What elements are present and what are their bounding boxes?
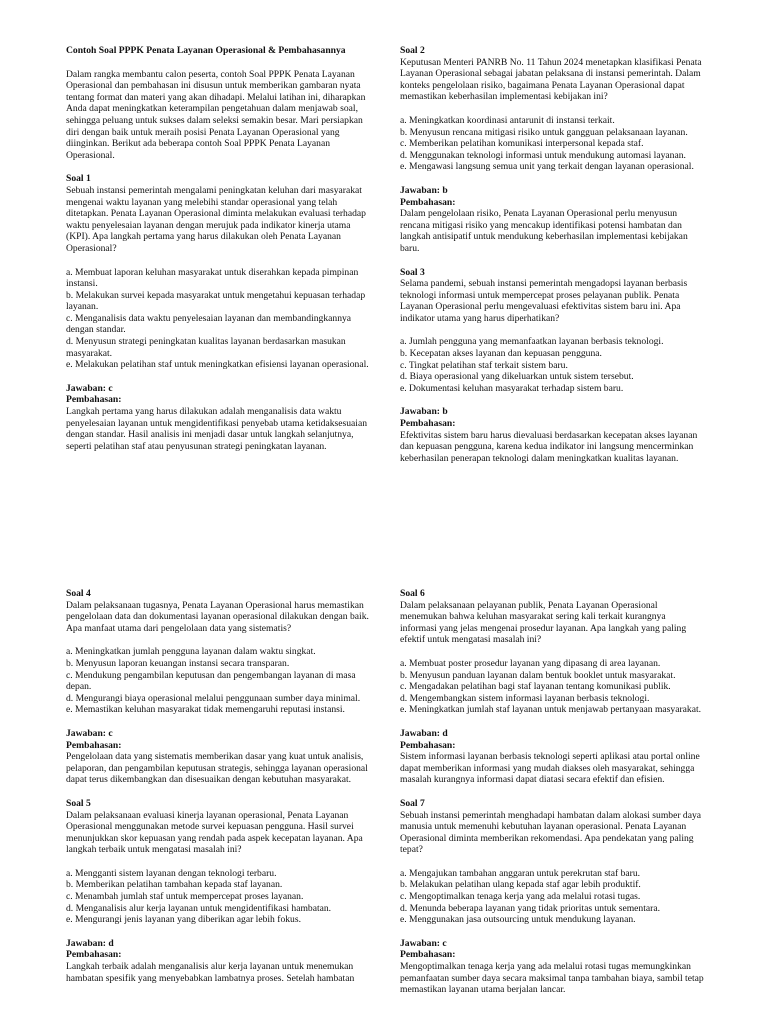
pembahasan-label: Pembahasan: [400, 949, 456, 961]
option-item: c. Mengoptimalkan tenaga kerja yang ada melalui rotasi tugas. [400, 891, 641, 903]
question-block [66, 588, 370, 786]
column-right-top [400, 45, 704, 476]
option-item: d. Menunda beberapa layanan yang tidak prioritas untuk sementara. [400, 902, 661, 914]
explanation-text: Mengoptimalkan tenaga kerja yang ada melalui rotasi tugas memungkinkan pemanfaatan sumber daya secara maksimal tanpa tambahan biaya, sambil tetap memastikan layanan utama berjalan lancar. [400, 961, 704, 996]
options-list [400, 868, 704, 926]
explanation-text: Efektivitas sistem baru harus dievaluasi berdasarkan kecepatan akses layanan dan kepuasan pengguna, karena kedua indikator ini langsung mencerminkan keberhasilan penerapan teknologi dalam meningkatkan kualitas layanan. [400, 429, 698, 464]
option-item: a. Membuat poster prosedur layanan yang dipasang di area layanan. [400, 657, 661, 669]
option-item: e. Mengurangi jenis layanan yang diberikan agar lebih fokus. [66, 914, 301, 926]
pembahasan-label: Pembahasan: [400, 418, 456, 430]
option-item: e. Memastikan keluhan masyarakat tidak memengaruhi reputasi instansi. [66, 704, 345, 716]
explanation-text: Pengelolaan data yang sistematis memberikan dasar yang kuat untuk analisis, pelaporan, dan pengambilan keputusan strategis, sehingga layanan operasional dapat terus dikembangkan dan disesuaikan dengan kebutuhan masyarakat. [66, 751, 368, 786]
option-item: d. Mengembangkan sistem informasi layanan berbasis teknologi. [400, 692, 650, 704]
option-item: c. Mendukung pengambilan keputusan dan pengembangan layanan di masa depan. [66, 669, 356, 693]
question-text: Sebuah instansi pemerintah mengalami peningkatan keluhan dari masyarakat mengenai waktu layanan yang melebihi standar operasional yang telah ditetapkan. Penata Layanan Operasional diminta melakukan evaluasi terhadap waktu penyelesaian layanan dengan merujuk pada indikator kinerja utama (KPI). Apa langkah pertama yang harus dilakukan oleh Penata Layanan Operasional? [66, 184, 366, 254]
option-item: b. Menyusun panduan layanan dalam bentuk booklet untuk masyarakat. [400, 669, 676, 681]
answer-label: Jawaban: c [66, 727, 113, 739]
question-label: Soal 5 [66, 797, 91, 809]
option-item: d. Mengurangi biaya operasional melalui penggunaan sumber daya minimal. [66, 692, 361, 704]
option-item: a. Mengganti sistem layanan dengan teknologi terbaru. [66, 867, 277, 879]
option-item: e. Meningkatkan jumlah staf layanan untuk menjawab pertanyaan masyarakat. [400, 704, 702, 716]
option-item: c. Menambah jumlah staf untuk mempercepat proses layanan. [66, 891, 304, 903]
option-item: c. Menganalisis data waktu penyelesaian layanan dan membandingkannya dengan standar. [66, 312, 352, 336]
question-label: Soal 6 [400, 588, 425, 599]
question-block [400, 798, 704, 996]
options-list [400, 336, 704, 394]
pembahasan-label: Pembahasan: [400, 739, 456, 751]
option-item: b. Memberikan pelatihan tambahan kepada staf layanan. [66, 879, 283, 891]
option-item: a. Membuat laporan keluhan masyarakat untuk diserahkan kepada pimpinan instansi. [66, 266, 359, 290]
pembahasan-label: Pembahasan: [66, 739, 122, 751]
column-left-top [66, 45, 370, 464]
option-item: a. Meningkatkan jumlah pengguna layanan dalam waktu singkat. [66, 646, 316, 658]
option-item: e. Menggunakan jasa outsourcing untuk mendukung layanan. [400, 914, 636, 926]
option-item: c. Memberikan pelatihan komunikasi interpersonal kepada staf. [400, 138, 644, 150]
question-text: Dalam pelaksanaan pelayanan publik, Penata Layanan Operasional menemukan bahwa keluhan masyarakat sering kali terkait kurangnya informasi yang jelas mengenai prosedur layanan. Apa langkah yang paling efektif untuk mengatasi masalah ini? [400, 599, 687, 646]
pembahasan-label: Pembahasan: [66, 394, 122, 406]
page-title: Contoh Soal PPPK Penata Layanan Operasional & Pembahasannya [66, 45, 346, 56]
question-text: Selama pandemi, sebuah instansi pemerintah mengadopsi layanan berbasis teknologi informasi untuk mempercepat proses pelayanan publik. Penata Layanan Operasional perlu mengevaluasi efektivitas sistem baru ini. Apa indikator utama yang harus diperhatikan? [400, 278, 688, 324]
question-text: Dalam pelaksanaan evaluasi kinerja layanan operasional, Penata Layanan Operasional menggunakan metode survei kepuasan pengguna. Hasil survei menunjukkan skor kepuasan yang rendah pada aspek kecepatan layanan. Apa langkah terbaik untuk mengatasi masalah ini? [66, 809, 363, 856]
question-label: Soal 3 [400, 266, 425, 278]
question-block [66, 798, 370, 984]
answer-label: Jawaban: c [400, 937, 447, 949]
pembahasan-label: Pembahasan: [66, 949, 122, 961]
question-block [400, 588, 704, 786]
answer-label: Jawaban: b [400, 184, 448, 196]
question-text: Keputusan Menteri PANRB No. 11 Tahun 2024 menetapkan klasifikasi Penata Layanan Operasional sebagai jabatan pelaksana di instansi pemerintah. Dalam konteks pengelolaan risiko, bagaimana Penata Layanan Operasional dapat memastikan keberhasilan implementasi kebijakan ini? [400, 56, 702, 103]
option-item: b. Menyusun rencana mitigasi risiko untuk gangguan pelaksanaan layanan. [400, 126, 688, 138]
options-list [66, 267, 370, 371]
option-item: b. Kecepatan akses layanan dan kepuasan pengguna. [400, 348, 602, 360]
option-item: a. Meningkatkan koordinasi antarunit di instansi terkait. [400, 114, 615, 126]
explanation-text: Dalam pengelolaan risiko, Penata Layanan Operasional perlu menyusun rencana mitigasi risiko yang mencakup identifikasi potensi hambatan dan langkah antisipatif untuk mendukung keberhasilan implementasi kebijakan baru. [400, 208, 688, 254]
explanation-text: Langkah terbaik adalah menganalisis alur kerja layanan untuk menemukan hambatan spesifik yang menyebabkan lambatnya proses. Setelah hambatan [66, 961, 355, 984]
option-item: a. Mengajukan tambahan anggaran untuk perekrutan staf baru. [400, 867, 641, 879]
option-item: e. Mengawasi langsung semua unit yang terkait dengan layanan operasional. [400, 161, 694, 173]
answer-label: Jawaban: b [400, 406, 448, 418]
option-item: e. Dokumentasi keluhan masyarakat terhadap sistem baru. [400, 382, 624, 394]
question-block [66, 173, 370, 452]
question-label: Soal 7 [400, 797, 425, 809]
option-item: b. Melakukan survei kepada masyarakat untuk mengetahui kepuasan terhadap layanan. [66, 289, 366, 313]
column-right-bottom [400, 588, 704, 1008]
question-block [400, 45, 704, 255]
question-text: Dalam pelaksanaan tugasnya, Penata Layanan Operasional harus memastikan pengelolaan data dan dokumentasi layanan operasional dilakukan dengan baik. Apa manfaat utama dari pengelolaan data yang sistematis? [66, 599, 369, 634]
option-item: e. Melakukan pelatihan staf untuk meningkatkan efisiensi layanan operasional. [66, 359, 369, 371]
answer-label: Jawaban: c [66, 382, 113, 394]
answer-label: Jawaban: d [66, 937, 114, 949]
column-left-bottom [66, 588, 370, 996]
intro-paragraph: Dalam rangka membantu calon peserta, contoh Soal PPPK Penata Layanan Operasional dan pembahasan ini disusun untuk memberikan gambaran nyata tentang format dan materi yang akan dihadapi. Melalui latihan ini, diharapkan Anda dapat meningkatkan keterampilan pengetahuan dalam menjawab soal, sehingga peluang untuk sukses dalam seleksi semakin besar. Mari persiapkan diri dengan baik untuk meraih posisi Penata Layanan Operasional yang diinginkan. Berikut ada beberapa contoh Soal PPPK Penata Layanan Operasional. [66, 68, 366, 161]
options-list [400, 115, 704, 173]
options-list [66, 868, 370, 926]
pembahasan-label: Pembahasan: [400, 196, 456, 208]
option-item: b. Melakukan pelatihan ulang kepada staf agar lebih produktif. [400, 879, 641, 891]
question-label: Soal 4 [66, 588, 91, 599]
explanation-text: Sistem informasi layanan berbasis teknologi seperti aplikasi atau portal online dapat memberikan informasi yang mudah diakses oleh masyarakat, sehingga masalah kurangnya informasi dapat diatasi secara efektif dan efisien. [400, 751, 700, 786]
question-block [400, 267, 704, 465]
explanation-text: Langkah pertama yang harus dilakukan adalah menganalisis data waktu penyelesaian layanan untuk mengidentifikasi penyebab utama ketidaksesuaian dengan standar. Hasil analisis ini menjadi dasar untuk langkah selanjutnya, seperti pelatihan staf atau penyusunan strategi peningkatan layanan. [66, 406, 368, 452]
option-item: a. Jumlah pengguna yang memanfaatkan layanan berbasis teknologi. [400, 336, 664, 348]
question-text: Sebuah instansi pemerintah menghadapi hambatan dalam alokasi sumber daya manusia untuk memenuhi kebutuhan layanan operasional. Penata Layanan Operasional diminta memberikan rekomendasi. Apa pendekatan yang paling tepat? [400, 809, 702, 856]
options-list [66, 646, 370, 716]
options-list [400, 658, 704, 716]
option-item: c. Tingkat pelatihan staf terkait sistem baru. [400, 359, 568, 371]
option-item: d. Biaya operasional yang dikeluarkan untuk sistem tersebut. [400, 371, 634, 383]
answer-label: Jawaban: d [400, 727, 448, 739]
option-item: d. Menganalisis alur kerja layanan untuk mengidentifikasi hambatan. [66, 902, 332, 914]
option-item: d. Menyusun strategi peningkatan kualitas layanan berdasarkan masukan masyarakat. [66, 336, 346, 359]
question-label: Soal 1 [66, 173, 91, 185]
question-label: Soal 2 [400, 45, 425, 56]
option-item: d. Menggunakan teknologi informasi untuk mendukung automasi layanan. [400, 149, 686, 161]
option-item: c. Mengadakan pelatihan bagi staf layanan tentang komunikasi publik. [400, 681, 671, 693]
option-item: b. Menyusun laporan keuangan instansi secara transparan. [66, 657, 290, 669]
